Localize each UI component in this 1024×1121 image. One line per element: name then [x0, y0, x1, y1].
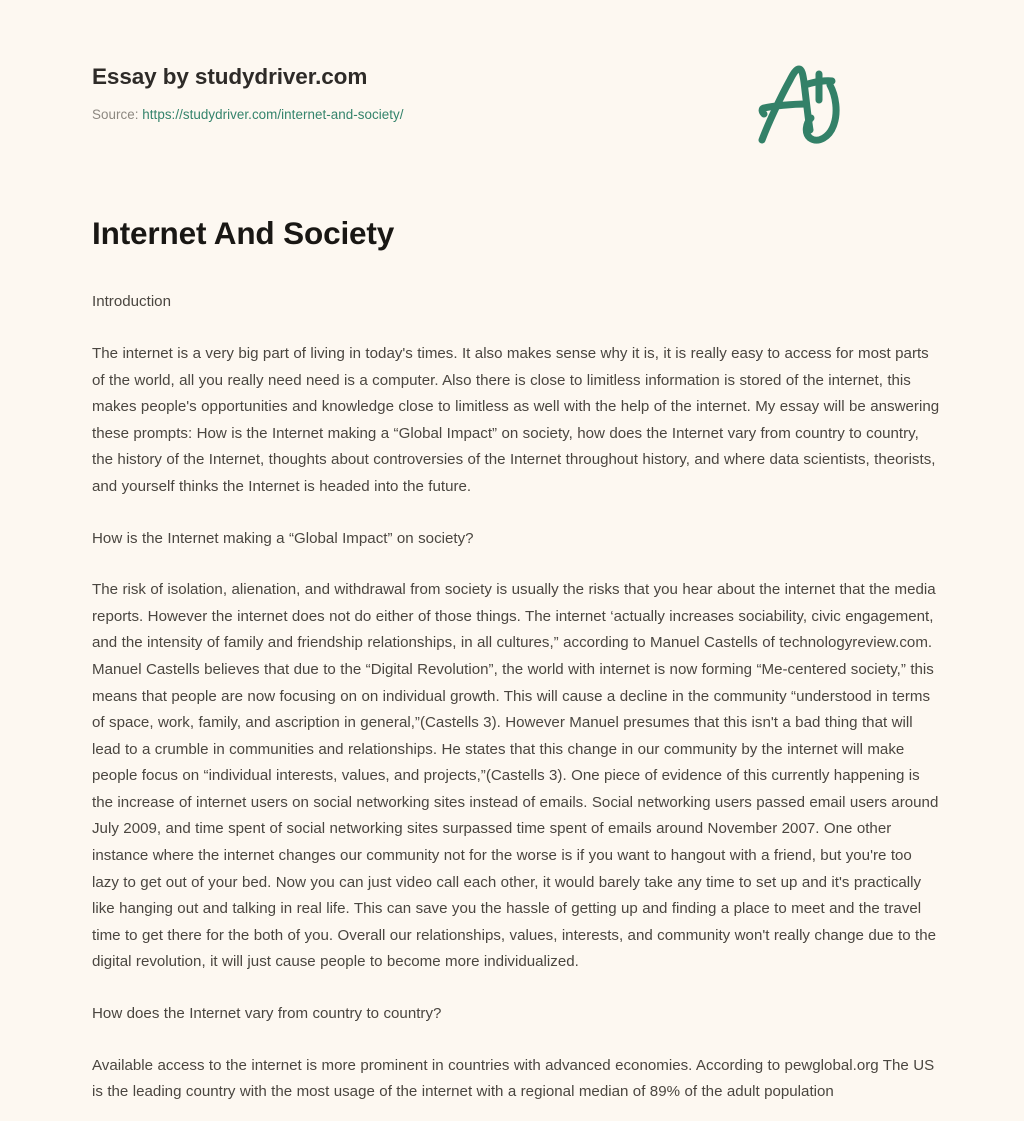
brand-title: Essay by studydriver.com: [92, 64, 368, 89]
source-link[interactable]: https://studydriver.com/internet-and-society/: [142, 107, 404, 122]
section-heading-introduction: Introduction: [92, 293, 171, 311]
essay-body: [92, 253, 942, 1105]
page-header: [92, 0, 932, 120]
page-title: Internet And Society: [92, 215, 395, 251]
a-plus-logo-icon: [748, 52, 858, 162]
paragraph-global-impact: The risk of isolation, alienation, and withdrawal from society is usually the risks that you hear about the internet that the media reports. However the internet does not do either of those things. The internet ‘actually increases sociability, civic engagement, and the intensity of family and friendship relationships, in all cultures,” according to Manuel Castells of technologyreview.com. Manuel Castells believes that due to the “Digital Revolution”, the world with internet is now forming “Me-centered society,” this means that people are now focusing on on individual growth. This will cause a decline in the community “understood in terms of space, work, family, and ascription in general,”(Castells 3). However Manuel presumes that this isn't a bad thing that will lead to a crumble in communities and relationships. He states that this change in our community by the internet will make people focus on “individual interests, values, and projects,”(Castells 3). One piece of evidence of this currently happening is the increase of internet users on social networking sites instead of emails. Social networking users passed email users around July 2009, and time spent of social networking sites surpassed time spent of emails around November 2007. One other instance where the internet changes our community not for the worse is if you want to hangout with a friend, but you're too lazy to get out of your bed. Now you can just video call each other, it would barely take any time to set up and it's practically like hanging out and talking in real life. This can save you the hassle of getting up and finding a place to meet and the travel time to get there for the both of you. Overall our relationships, values, interests, and community won't really change due to the digital revolution, it will just cause people to become more individualized.: [92, 581, 939, 971]
section-heading-global-impact: How is the Internet making a “Global Impact” on society?: [92, 529, 474, 547]
paragraph-introduction: The internet is a very big part of living in today's times. It also makes sense why it is, it is really easy to access for most parts of the world, all you really need need is a computer. Also there is close to limitless information is stored of the internet, this makes people's opportunities and knowledge close to limitless as well with the help of the internet. My essay will be answering these prompts: How is the Internet making a “Global Impact” on society, how does the Internet vary from country to country, the history of the Internet, thoughts about controversies of the Internet throughout history, and where data scientists, theorists, and yourself thinks the Internet is headed into the future.: [92, 344, 940, 495]
paragraph-country-variation: Available access to the internet is more prominent in countries with advanced economies. According to pewglobal.org The US is the leading country with the most usage of the internet with a regional median of 89% of the adult population: [92, 1056, 935, 1101]
section-heading-country-variation: How does the Internet vary from country to country?: [92, 1005, 442, 1023]
source-label: Source:: [92, 107, 139, 122]
